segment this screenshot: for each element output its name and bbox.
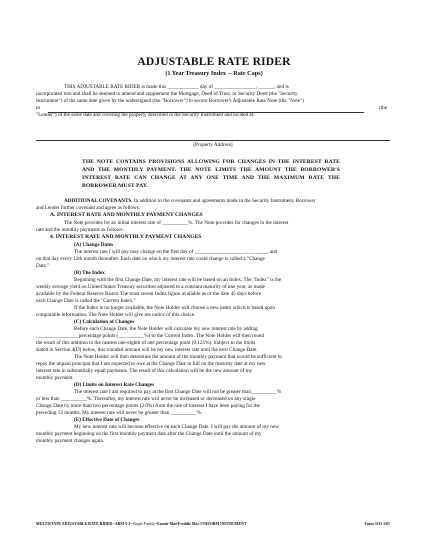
intro-line-4-left: to bbox=[36, 105, 41, 111]
sub-b-line-1: Beginning with the first Change Date, my interest rate will be based on an Index. The "Index" is the bbox=[74, 277, 282, 283]
additional-covenants-text-1: In addition to the covenants and agreements made in the Security Instrument, Borrower bbox=[133, 198, 316, 204]
intro-line-3: Instrument") of the same date given by the undersigned (the "Borrower") to secure Borrower's Adjustable Rate Note (the "Note") bbox=[36, 98, 304, 104]
sub-e-line-1: My new interest rate will become effective on each Change Date. I will pay the amount of my new bbox=[74, 424, 279, 430]
sub-c-line-6: repay the unpaid principal that I am expected to owe at the Change Date in full on the maturity date at my new bbox=[36, 361, 266, 367]
sub-a-line-1: The interest rate I will pay may change on the first day of ____________________, _______, and bbox=[74, 249, 278, 255]
sub-a-heading: (A) Change Dates bbox=[74, 242, 114, 248]
property-address-line bbox=[36, 140, 390, 141]
sub-c-line-4: stated in Section 4(D) below, this rounded amount will be my new interest rate until the next Change Date. bbox=[36, 347, 258, 353]
section-4-heading: 4. INTEREST RATE AND MONTHLY PAYMENT CHANGES bbox=[50, 234, 202, 240]
footer-form-number: Form 3111 1/01 bbox=[364, 522, 390, 526]
sub-d-heading: (D) Limits on Interest Rate Changes bbox=[74, 382, 155, 388]
sub-b-line-3: available by the Federal Reserve Board. The most recent Index figure available as of the date 45 days before bbox=[36, 291, 262, 297]
additional-covenants-text-2: and Lender further covenant and agree as follows: bbox=[36, 205, 141, 211]
footer-left: MULTISTATE ADJUSTABLE RATE RIDER--ARM 5-2-- bbox=[36, 522, 133, 526]
section-a-line-2: rate and the monthly payments as follows: bbox=[36, 227, 124, 233]
sub-e-line-2: monthly payment beginning on the first monthly payment date after the Change Date until the amount of my bbox=[36, 431, 262, 437]
intro-line-1: THIS ADJUSTABLE RATE RIDER is made this ____________ day of ________________, ______, and is bbox=[64, 84, 289, 90]
sub-e-heading: (E) Effective Date of Changes bbox=[74, 417, 140, 423]
sub-a-line-3: Date." bbox=[36, 263, 50, 269]
intro-line-2: incorporated into and shall be deemed to amend and supplement the Mortgage, Deed of Trust, or Security Deed (the "Security bbox=[36, 91, 298, 97]
sub-d-line-3: Change Date by more than two percentage points (2.0%) from the rate of interest I have been paying for the bbox=[36, 403, 260, 409]
form-footer bbox=[36, 522, 390, 526]
sub-b-line-2: weekly average yield on United States Treasury securities adjusted to a constant maturity of one year, as made bbox=[36, 284, 265, 290]
sub-b-heading: (B) The Index bbox=[74, 270, 105, 276]
sub-c-line-7: interest rate in substantially equal payments. The result of this calculation will be the new amount of my bbox=[36, 368, 253, 374]
section-a-line-1: The Note provides for an initial interest rate of __________%. The Note provides for changes in the interest bbox=[64, 220, 289, 226]
section-a-heading: A. INTEREST RATE AND MONTHLY PAYMENT CHANGES bbox=[50, 212, 203, 218]
sub-e-line-3: monthly payment changes again. bbox=[36, 438, 105, 444]
sub-c-heading: (C) Calculation of Changes bbox=[74, 319, 135, 325]
intro-line-5: "Lender") of the same date and covering the property described in the Security Instrument and located at: bbox=[36, 112, 255, 118]
intro-line-4-right: (the bbox=[379, 105, 388, 111]
footer-mid: Single Family bbox=[132, 522, 155, 526]
caps-notice: THE NOTE CONTAINS PROVISIONS ALLOWING FOR CHANGES IN THE INTEREST RATE AND THE MONTHLY PAYMENT. THE NOTE LIMITS THE AMOUNT THE BORROWER'S INTEREST RATE CAN CHANGE AT ANY ONE TIME AND THE MAXIMUM RATE THE BORROWER MUST PAY. bbox=[82, 159, 340, 190]
sub-d-line-4: preceding 12 months. My interest rate will never be greater than __________%. bbox=[36, 410, 203, 416]
sub-d-line-2: or less than __________%. Thereafter, my interest rate will never be increased or decreased on any single bbox=[36, 396, 256, 402]
sub-c-line-5: The Note Holder will then determine the amount of the monthly payment that would be sufficient to bbox=[74, 354, 282, 360]
document-subtitle: (1 Year Treasury Index -- Rate Caps) bbox=[165, 70, 263, 77]
sub-c-line-1: Before each Change Date, the Note Holder will calculate my new interest rate by adding bbox=[74, 326, 258, 332]
property-address-label: [Property Address] bbox=[193, 142, 233, 148]
sub-d-line-1: The interest rate I am required to pay at the first Change Date will not be greater than__________% bbox=[74, 389, 282, 395]
sub-c-line-3: the result of this addition to the nearest one-eighth of one percentage point (0.125%). Subject to the limits bbox=[36, 340, 256, 346]
sub-c-line-8: monthly payment. bbox=[36, 375, 74, 381]
sub-a-line-2: on that day every 12th month thereafter. Each date on which my interest rate could change is called a "Change bbox=[36, 256, 265, 262]
sub-b-line-4: each Change Date is called the "Current Index." bbox=[36, 298, 136, 304]
sub-b-line-5: If the Index is no longer available, the Note Holder will choose a new index which is based upon bbox=[74, 305, 275, 311]
additional-covenants-heading: ADDITIONAL COVENANTS. bbox=[64, 198, 133, 204]
footer-right: --Fannie Mae/Freddie Mac UNIFORM INSTRUMENT bbox=[154, 522, 247, 526]
sub-c-line-2: ________________ percentage points (__________%) to the Current Index. The Note Holder will then round bbox=[36, 333, 265, 339]
sub-b-line-6: comparable information. The Note Holder will give me notice of this choice. bbox=[36, 312, 196, 318]
document-title: ADJUSTABLE RATE RIDER bbox=[137, 56, 291, 68]
